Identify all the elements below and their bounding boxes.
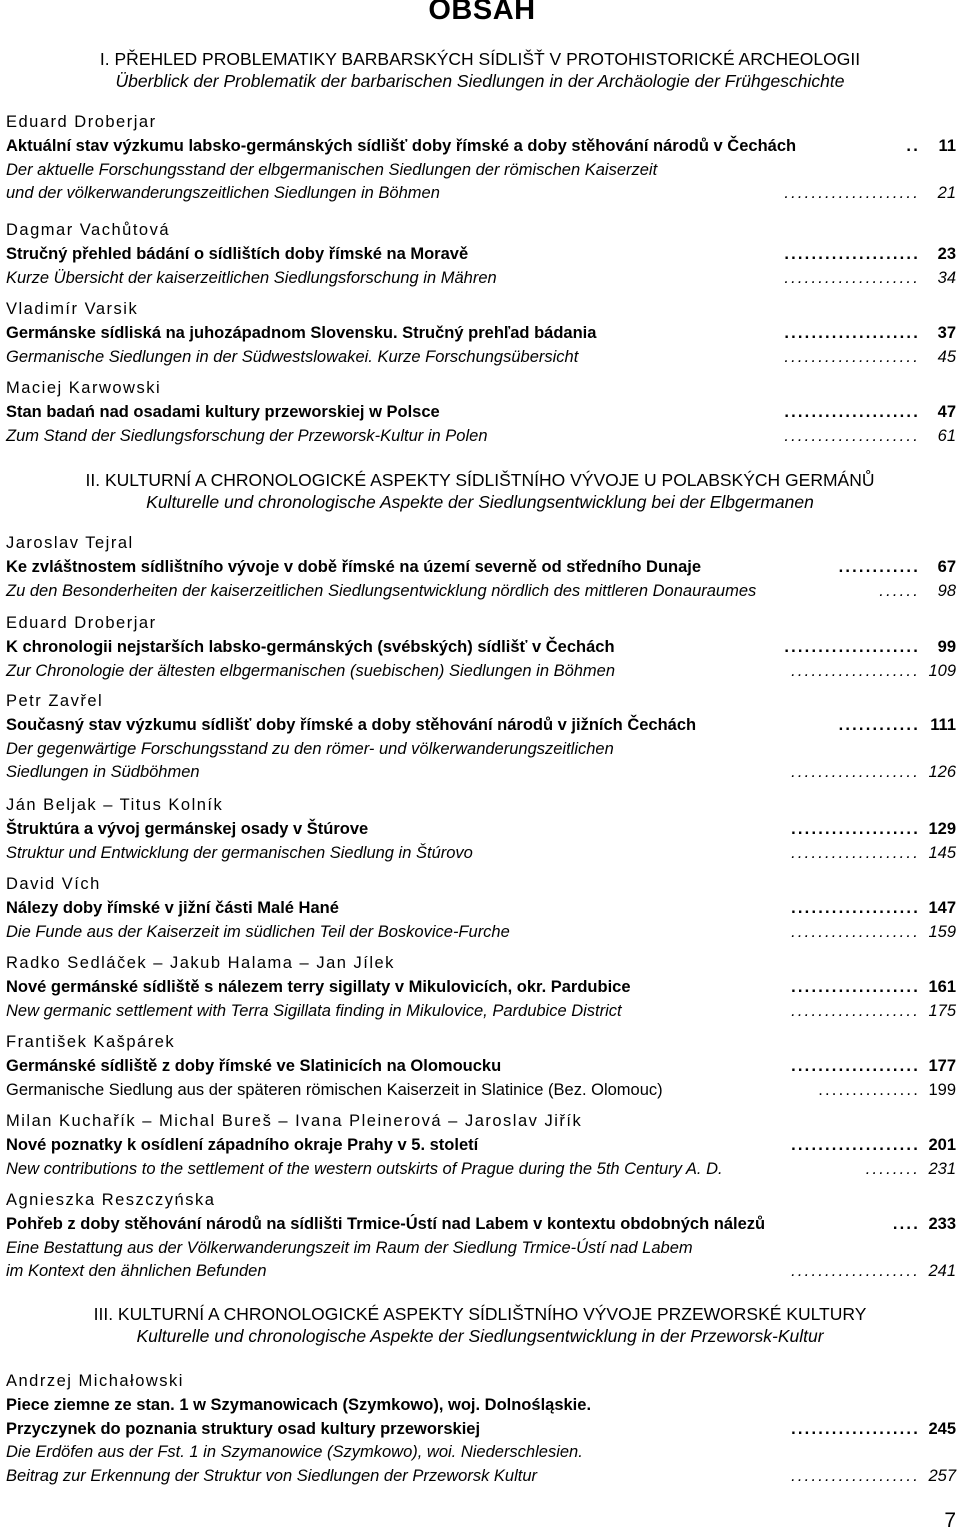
entry-title: Stan badań nad osadami kultury przeworskiej w Polsce bbox=[6, 402, 440, 421]
entry-title: Piece ziemne ze stan. 1 w Szymanowicach (Szymkowo), woj. Dolnośląskie. bbox=[6, 1395, 592, 1414]
toc-entry bbox=[6, 159, 956, 181]
dot-leader: .................... bbox=[784, 323, 920, 342]
page-number: 7 bbox=[944, 1509, 956, 1532]
entry-title: Przyczynek do poznania struktury osad kultury przeworskiej bbox=[6, 1419, 481, 1438]
dot-leader: ............... bbox=[818, 1080, 920, 1099]
entry-title: Stručný přehled bádání o sídlištích doby římské na Moravě bbox=[6, 244, 469, 263]
entry-title: Germanische Siedlung aus der späteren römischen Kaiserzeit in Slatinice (Bez. Olomouc) bbox=[6, 1080, 663, 1099]
article-author: Eduard Droberjar bbox=[6, 614, 157, 632]
article-author: Agnieszka Reszczyńska bbox=[6, 1191, 216, 1209]
entry-page-number: 109 bbox=[928, 661, 956, 680]
toc-entry[interactable] bbox=[6, 1465, 956, 1487]
entry-title: Současný stav výzkumu sídlišť doby římské a doby stěhování národů v jižních Čechách bbox=[6, 715, 697, 734]
dot-leader: ................... bbox=[791, 661, 920, 680]
entry-title: Zu den Besonderheiten der kaiserzeitlichen Siedlungsentwicklung nördlich des mittleren Donauraumes bbox=[6, 581, 757, 600]
entry-title: Der aktuelle Forschungsstand der elbgermanischen Siedlungen der römischen Kaiserzeit bbox=[6, 160, 658, 179]
toc-entry[interactable] bbox=[6, 660, 956, 682]
dot-leader: ........ bbox=[865, 1159, 920, 1178]
article-author: Ján Beljak – Titus Kolník bbox=[6, 796, 224, 814]
entry-title: Nové poznatky k osídlení západního okraje Prahy v 5. století bbox=[6, 1135, 479, 1154]
article-author: František Kašpárek bbox=[6, 1033, 176, 1051]
dot-leader: ................... bbox=[791, 1419, 920, 1438]
section-heading-2 bbox=[0, 469, 960, 513]
entry-page-number: 45 bbox=[937, 347, 956, 366]
entry-title: New contributions to the settlement of the western outskirts of Prague during the 5th Century A. D. bbox=[6, 1159, 723, 1178]
article-author: Eduard Droberjar bbox=[6, 113, 157, 131]
toc-entry[interactable] bbox=[6, 1213, 956, 1235]
toc-entry[interactable] bbox=[6, 897, 956, 919]
dot-leader: .................... bbox=[784, 244, 920, 263]
entry-title: Der gegenwärtige Forschungsstand zu den römer- und völkerwanderungszeitlichen bbox=[6, 739, 614, 758]
entry-page-number: 145 bbox=[928, 843, 956, 862]
dot-leader: .. bbox=[906, 136, 920, 155]
entry-page-number: 231 bbox=[928, 1159, 956, 1178]
article-author: Andrzej Michałowski bbox=[6, 1372, 184, 1390]
entry-page-number: 159 bbox=[928, 922, 956, 941]
entry-page-number: 21 bbox=[937, 184, 956, 203]
section-title-cz: II. KULTURNÍ A CHRONOLOGICKÉ ASPEKTY SÍDLIŠTNÍHO VÝVOJE U POLABSKÝCH GERMÁNŮ bbox=[85, 470, 875, 490]
dot-leader: ............ bbox=[838, 557, 920, 576]
entry-title: K chronologii nejstarších labsko-germánských (svébských) sídlišť v Čechách bbox=[6, 637, 615, 656]
dot-leader: .................... bbox=[784, 347, 920, 366]
entry-page-number: 233 bbox=[928, 1214, 956, 1233]
entry-title: Ke zvláštnostem sídlištního vývoje v době římské na území severně od středního Dunaje bbox=[6, 557, 702, 576]
entry-page-number: 126 bbox=[928, 763, 956, 782]
dot-leader: ................... bbox=[791, 819, 920, 838]
toc-entry[interactable] bbox=[6, 842, 956, 864]
toc-entry[interactable] bbox=[6, 401, 956, 423]
entry-title: Zum Stand der Siedlungsforschung der Przeworsk-Kultur in Polen bbox=[6, 426, 488, 445]
entry-page-number: 37 bbox=[937, 323, 956, 342]
section-heading-1 bbox=[0, 48, 960, 92]
dot-leader: ................... bbox=[791, 922, 920, 941]
entry-title: Germanische Siedlungen in der Südwestslowakei. Kurze Forschungsübersicht bbox=[6, 347, 579, 366]
dot-leader: ................... bbox=[791, 977, 920, 996]
entry-title: Siedlungen in Südböhmen bbox=[6, 763, 200, 782]
dot-leader: ................... bbox=[791, 843, 920, 862]
entry-page-number: 199 bbox=[928, 1080, 956, 1099]
toc-entry[interactable] bbox=[6, 182, 956, 204]
dot-leader: ............ bbox=[838, 715, 920, 734]
entry-page-number: 61 bbox=[937, 426, 956, 445]
toc-entry[interactable] bbox=[6, 714, 956, 736]
dot-leader: ................... bbox=[791, 1262, 920, 1281]
toc-entry[interactable] bbox=[6, 556, 956, 578]
dot-leader: ...... bbox=[879, 581, 920, 600]
toc-entry[interactable] bbox=[6, 761, 956, 783]
toc-entry[interactable] bbox=[6, 1260, 956, 1282]
toc-entry bbox=[6, 1237, 956, 1259]
dot-leader: .................... bbox=[784, 268, 920, 287]
dot-leader: ................... bbox=[791, 763, 920, 782]
entry-title: und der völkerwanderungszeitlichen Siedlungen in Böhmen bbox=[6, 184, 440, 203]
entry-title: Kurze Übersicht der kaiserzeitlichen Siedlungsforschung in Mähren bbox=[6, 268, 497, 287]
toc-entry[interactable] bbox=[6, 818, 956, 840]
toc-entry[interactable] bbox=[6, 1418, 956, 1440]
entry-title: Eine Bestattung aus der Völkerwanderungszeit im Raum der Siedlung Trmice-Ústí nad Labem bbox=[6, 1238, 693, 1257]
dot-leader: .................... bbox=[784, 184, 920, 203]
entry-page-number: 257 bbox=[928, 1467, 956, 1486]
entry-page-number: 241 bbox=[928, 1262, 956, 1281]
dot-leader: ................... bbox=[791, 1135, 920, 1154]
article-author: Milan Kuchařík – Michal Bureš – Ivana Pleinerová – Jaroslav Jiřík bbox=[6, 1112, 583, 1130]
entry-title: Beitrag zur Erkennung der Struktur von Siedlungen der Przeworsk Kultur bbox=[6, 1467, 538, 1486]
toc-entry bbox=[6, 1441, 956, 1463]
toc-entry[interactable] bbox=[6, 346, 956, 368]
entry-title: Struktur und Entwicklung der germanischen Siedlung in Štúrovo bbox=[6, 843, 473, 862]
toc-entry[interactable] bbox=[6, 1158, 956, 1180]
dot-leader: .................... bbox=[784, 402, 920, 421]
article-author: Radko Sedláček – Jakub Halama – Jan Jílek bbox=[6, 954, 395, 972]
entry-page-number: 201 bbox=[928, 1135, 956, 1154]
entry-title: Nové germánské sídliště s nálezem terry sigillaty v Mikulovicích, okr. Pardubice bbox=[6, 977, 631, 996]
dot-leader: .... bbox=[892, 1214, 920, 1233]
article-author: Jaroslav Tejral bbox=[6, 534, 134, 552]
toc-entry[interactable] bbox=[6, 425, 956, 447]
article-author: Petr Zavřel bbox=[6, 692, 104, 710]
entry-page-number: 111 bbox=[930, 715, 956, 734]
article-author: David Vích bbox=[6, 875, 101, 893]
section-title-de: Kulturelle und chronologische Aspekte der Siedlungsentwicklung bei der Elbgermanen bbox=[146, 492, 814, 512]
entry-title: Zur Chronologie der ältesten elbgermanischen (suebischen) Siedlungen in Böhmen bbox=[6, 661, 616, 680]
dot-leader: .................... bbox=[784, 637, 920, 656]
toc-entry[interactable] bbox=[6, 243, 956, 265]
article-author: Dagmar Vachůtová bbox=[6, 221, 171, 239]
entry-page-number: 47 bbox=[937, 402, 956, 421]
dot-leader: .................... bbox=[784, 426, 920, 445]
dot-leader: ................... bbox=[791, 1001, 920, 1020]
toc-entry bbox=[6, 738, 956, 760]
article-author: Vladimír Varsik bbox=[6, 300, 139, 318]
entry-title: Nálezy doby římské v jižní části Malé Hané bbox=[6, 898, 339, 917]
toc-entry[interactable] bbox=[6, 636, 956, 658]
entry-title: Die Funde aus der Kaiserzeit im südlichen Teil der Boskovice-Furche bbox=[6, 922, 510, 941]
entry-page-number: 99 bbox=[937, 637, 956, 656]
entry-page-number: 67 bbox=[937, 557, 956, 576]
section-title-cz: III. KULTURNÍ A CHRONOLOGICKÉ ASPEKTY SÍDLIŠTNÍHO VÝVOJE PRZEWORSKÉ KULTURY bbox=[93, 1304, 867, 1324]
entry-page-number: 11 bbox=[938, 136, 956, 155]
entry-title: Germánské sídliště z doby římské ve Slatinicích na Olomoucku bbox=[6, 1056, 502, 1075]
entry-page-number: 177 bbox=[928, 1056, 956, 1075]
toc-entry[interactable] bbox=[6, 976, 956, 998]
toc-entry[interactable] bbox=[6, 267, 956, 289]
toc-entry[interactable] bbox=[6, 1079, 956, 1101]
entry-page-number: 147 bbox=[928, 898, 956, 917]
toc-entry[interactable] bbox=[6, 580, 956, 602]
toc-entry bbox=[6, 1394, 956, 1416]
entry-title: Germánske sídliská na juhozápadnom Slovensku. Stručný prehľad bádania bbox=[6, 323, 597, 342]
entry-title: New germanic settlement with Terra Sigillata finding in Mikulovice, Pardubice District bbox=[6, 1001, 622, 1020]
entry-title: im Kontext den ähnlichen Befunden bbox=[6, 1262, 267, 1281]
entry-page-number: 245 bbox=[928, 1419, 956, 1438]
dot-leader: ................... bbox=[791, 1056, 920, 1075]
entry-page-number: 129 bbox=[928, 819, 956, 838]
toc-entry[interactable] bbox=[6, 1055, 956, 1077]
entry-page-number: 175 bbox=[928, 1001, 956, 1020]
toc-entry[interactable] bbox=[6, 322, 956, 344]
page-title: OBSAH bbox=[428, 0, 536, 26]
entry-title: Štruktúra a vývoj germánskej osady v Štúrove bbox=[6, 819, 369, 838]
section-title-de: Kulturelle und chronologische Aspekte der Siedlungsentwicklung in der Przeworsk-Kultur bbox=[136, 1326, 824, 1346]
section-heading-3 bbox=[0, 1303, 960, 1347]
toc-entry[interactable] bbox=[6, 921, 956, 943]
entry-page-number: 34 bbox=[937, 268, 956, 287]
entry-title: Aktuální stav výzkumu labsko-germánských sídlišť doby římské a doby stěhování národů v Čechách bbox=[6, 136, 797, 155]
article-author: Maciej Karwowski bbox=[6, 379, 162, 397]
dot-leader: ................... bbox=[791, 1467, 920, 1486]
toc-entry[interactable] bbox=[6, 1000, 956, 1022]
entry-title: Die Erdöfen aus der Fst. 1 in Szymanowice (Szymkowo), woi. Niederschlesien. bbox=[6, 1443, 583, 1462]
entry-page-number: 98 bbox=[937, 581, 956, 600]
toc-entry[interactable] bbox=[6, 135, 956, 157]
entry-title: Pohřeb z doby stěhování národů na sídlišti Trmice-Ústí nad Labem v kontextu obdobných nálezů bbox=[6, 1214, 766, 1233]
toc-entry[interactable] bbox=[6, 1134, 956, 1156]
entry-page-number: 161 bbox=[928, 977, 956, 996]
entry-page-number: 23 bbox=[937, 244, 956, 263]
section-title-cz: I. PŘEHLED PROBLEMATIKY BARBARSKÝCH SÍDLIŠŤ V PROTOHISTORICKÉ ARCHEOLOGII bbox=[99, 49, 861, 69]
section-title-de: Überblick der Problematik der barbarischen Siedlungen in der Archäologie der Frühgeschichte bbox=[115, 71, 845, 91]
dot-leader: ................... bbox=[791, 898, 920, 917]
